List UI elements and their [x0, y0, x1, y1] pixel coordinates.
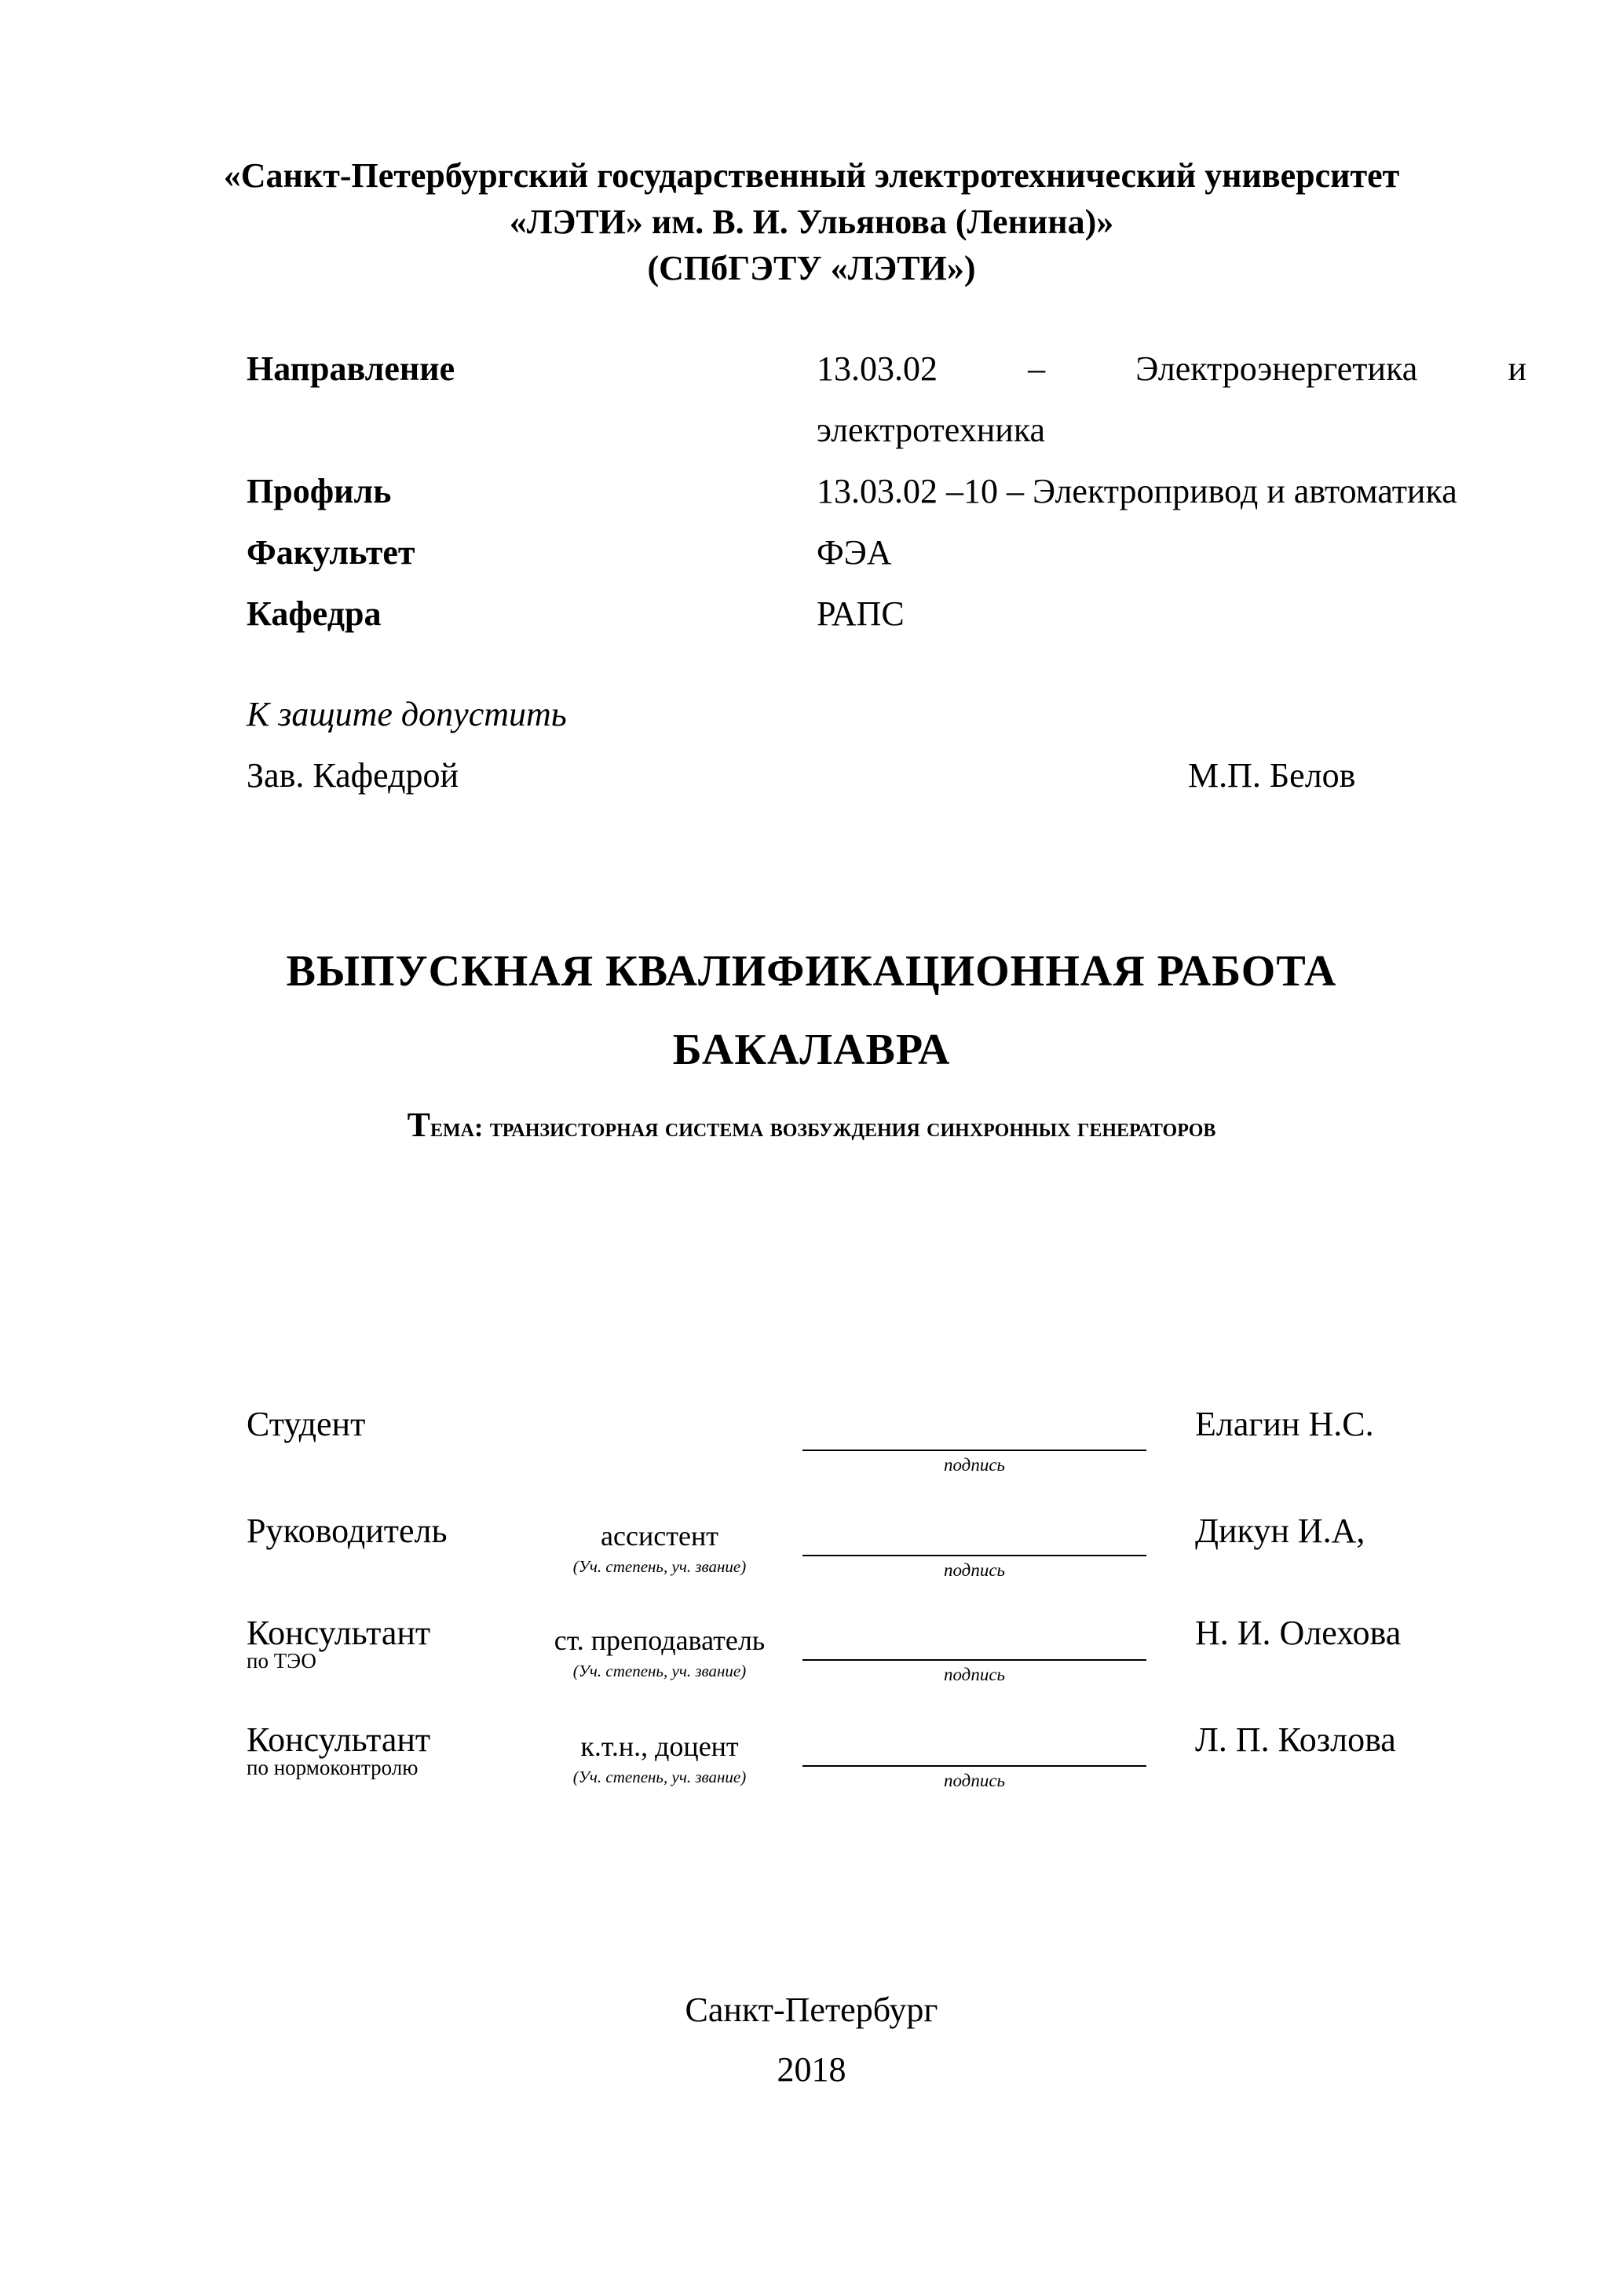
department-label: Кафедра — [247, 594, 382, 633]
degree-caption-supervisor: (Уч. степень, уч. звание) — [572, 1557, 747, 1576]
city: Санкт-Петербург — [685, 1991, 938, 2029]
signature-caption-student: подпись — [943, 1455, 1005, 1475]
theme-prefix-initial: Т — [407, 1106, 430, 1144]
direction-and: и — [1508, 349, 1526, 388]
degree-consultant-normcontrol: к.т.н., доцент — [580, 1731, 739, 1762]
direction-value-line1 — [817, 345, 1526, 393]
role-consultant-normcontrol: Консультант — [247, 1720, 431, 1759]
signature-caption-consultant-teo: подпись — [943, 1665, 1005, 1684]
university-name-line1: «Санкт-Петербургский государственный электротехнический университет — [223, 156, 1400, 195]
name-supervisor: Дикун И.А, — [1195, 1512, 1365, 1550]
faculty-value: ФЭА — [817, 533, 892, 572]
university-abbreviation: (СПбГЭТУ «ЛЭТИ») — [647, 249, 976, 287]
role-student: Студент — [247, 1405, 366, 1443]
faculty-label: Факультет — [247, 533, 415, 572]
role-sub-consultant-normcontrol: по нормоконтролю — [247, 1756, 419, 1779]
direction-label: Направление — [247, 349, 455, 388]
direction-value-line2: электротехника — [817, 411, 1046, 449]
university-name-line2: «ЛЭТИ» им. В. И. Ульянова (Ленина)» — [509, 203, 1114, 241]
work-theme — [0, 1106, 1623, 1148]
signature-line-consultant-teo — [802, 1659, 1146, 1661]
degree-caption-consultant-teo: (Уч. степень, уч. звание) — [572, 1662, 747, 1680]
degree-consultant-teo: ст. преподаватель — [554, 1625, 766, 1656]
direction-dash: – — [1028, 349, 1046, 388]
profile-label: Профиль — [247, 472, 392, 510]
name-student: Елагин Н.С. — [1195, 1405, 1374, 1443]
degree-supervisor: ассистент — [601, 1520, 718, 1552]
profile-value: 13.03.02 –10 – Электропривод и автоматика — [817, 472, 1457, 510]
role-supervisor: Руководитель — [247, 1512, 448, 1550]
department-value: РАПС — [817, 594, 905, 633]
name-consultant-teo: Н. И. Олехова — [1195, 1614, 1402, 1652]
signature-line-supervisor — [802, 1555, 1146, 1556]
name-consultant-normcontrol: Л. П. Козлова — [1195, 1720, 1396, 1759]
head-of-department-name: М.П. Белов — [1188, 756, 1356, 795]
year: 2018 — [777, 2050, 846, 2089]
signature-line-consultant-normcontrol — [802, 1765, 1146, 1767]
theme-prefix-rest: ема: — [430, 1113, 484, 1143]
direction-word: Электроэнергетика — [1135, 349, 1418, 388]
signature-caption-consultant-normcontrol: подпись — [943, 1771, 1005, 1790]
head-of-department-label: Зав. Кафедрой — [247, 756, 459, 795]
direction-code: 13.03.02 — [817, 349, 938, 388]
signature-caption-supervisor: подпись — [943, 1560, 1005, 1580]
work-title-line1: ВЫПУСКНАЯ КВАЛИФИКАЦИОННАЯ РАБОТА — [286, 947, 1337, 996]
role-sub-consultant-teo: по ТЭО — [247, 1649, 316, 1673]
signature-line-student — [802, 1450, 1146, 1451]
theme-text: транзисторная система возбуждения синхронных генераторов — [489, 1113, 1216, 1143]
admit-to-defense: К защите допустить — [247, 695, 567, 733]
degree-caption-consultant-normcontrol: (Уч. степень, уч. звание) — [572, 1768, 747, 1786]
work-title-line2: БАКАЛАВРА — [672, 1026, 951, 1074]
role-consultant-teo: Консультант — [247, 1614, 431, 1652]
